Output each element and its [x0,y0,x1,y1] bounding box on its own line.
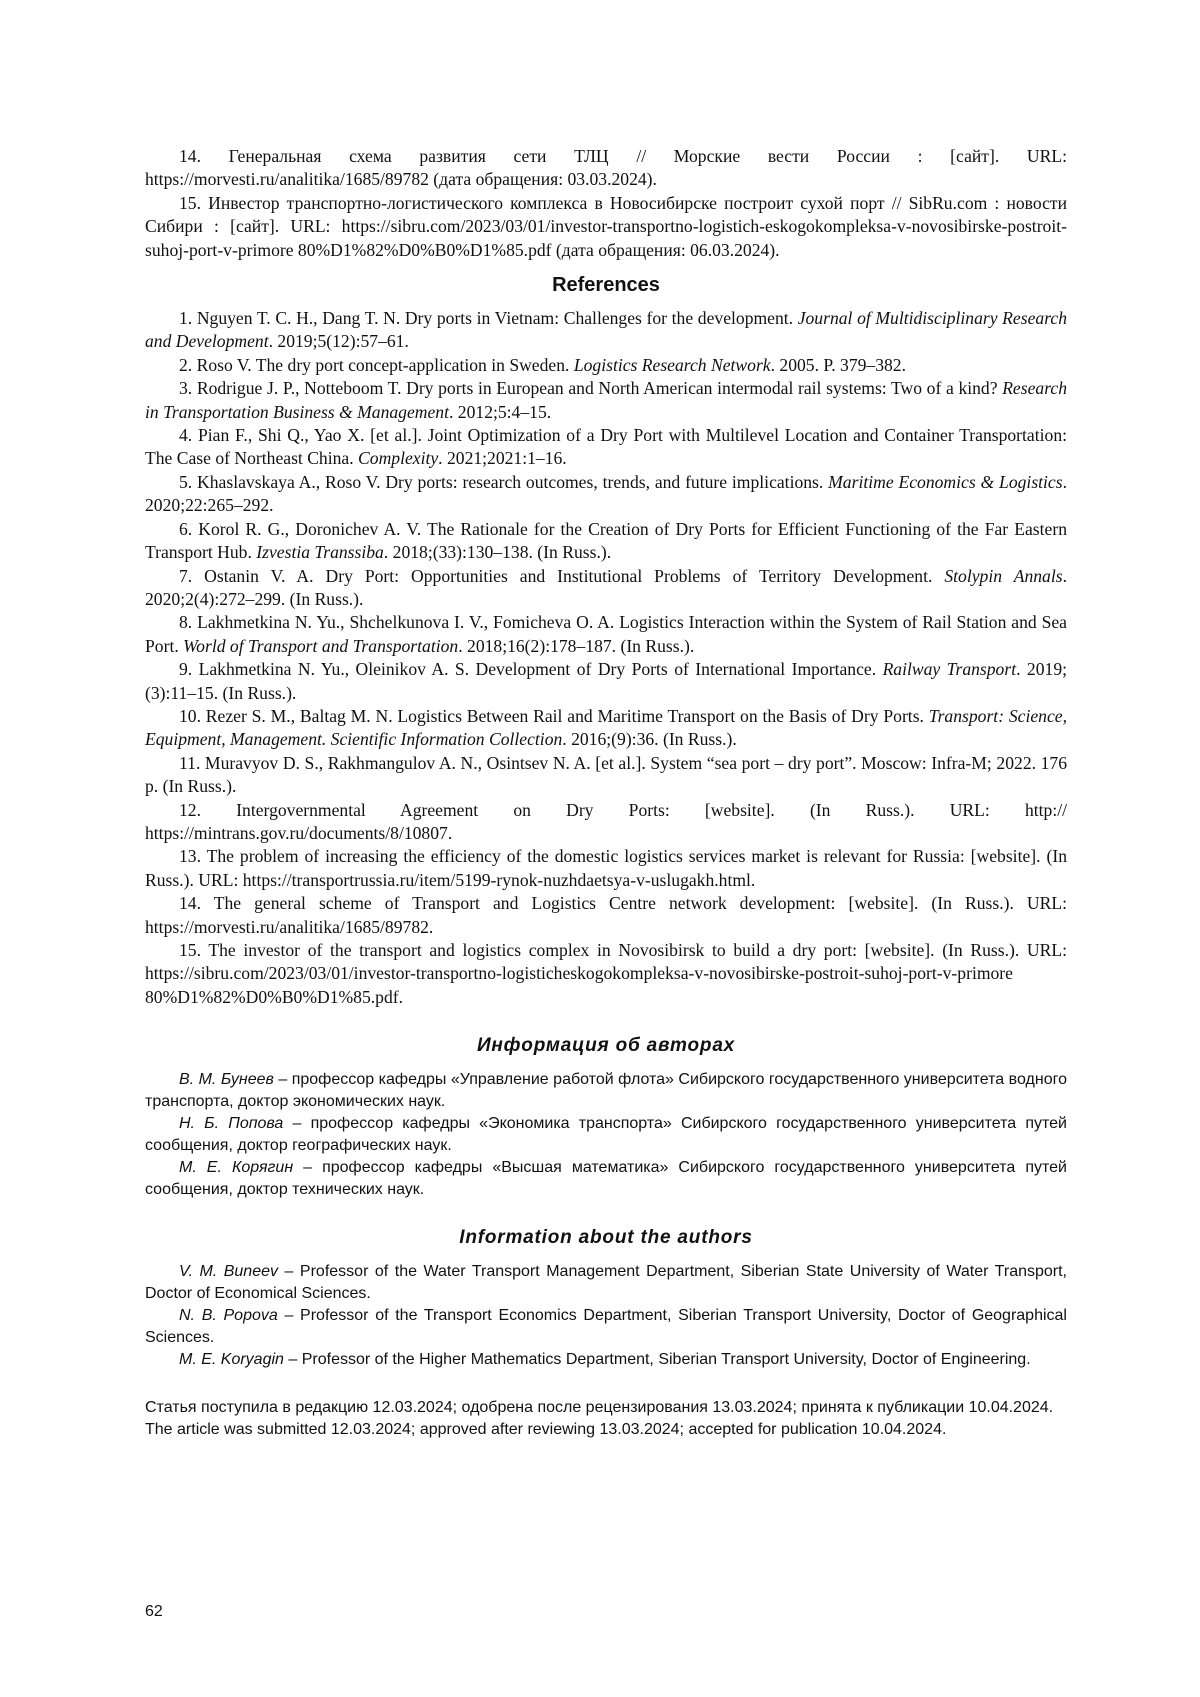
author-item: В. М. Бунеев – профессор кафедры «Управление работой флота» Сибирского государственного университета водного транспорта, доктор экономических наук. [145,1071,1067,1111]
author-item: V. M. Buneev – Professor of the Water Transport Management Department, Siberian State University of Water Transport, Doctor of Economical Sciences. [145,1263,1068,1303]
reference-item: 11. Muravyov D. S., Rakhmangulov A. N., Osintsev N. A. [et al.]. System “sea port – dry port”. Moscow: Infra-M; 2022. 176 p. (In Russ.). [145,752,1067,797]
authors-en-list [145,1261,1067,1371]
author-item: М. Е. Корягин – профессор кафедры «Высшая математика» Сибирского государственного университета путей сообщения, доктор технических наук. [145,1159,1067,1199]
authors-en-heading: Information about the authors [459,1227,753,1249]
reference-item: 13. The problem of increasing the efficiency of the domestic logistics services market is relevant for Russia: [website]. (In Russ.). URL: https://transportrussia.ru/item/5199-rynok-nuzhdaetsya-v-uslugakh.html. [145,846,1067,890]
reference-item: 5. Khaslavskaya A., Roso V. Dry ports: research outcomes, trends, and future implications. Maritime Economics & Logistics. 2020;22:265–292. [145,471,1067,516]
ru-reference-15: 15. Инвестор транспортно-логистического комплекса в Новосибирске построит сухой порт // SibRu.com : новости Сибири : [сайт]. URL: https://sibru.com/2023/03/01/investor-transportno-logistich-eskogokompleksa-v-novosibirske-postroit-suhoj-port-v-primore 80%D1%82%D0%B0%D1%85.pdf (дата обращения: 06.03.2024). [145,192,1067,260]
reference-item: 8. Lakhmetkina N. Yu., Shchelkunova I. V., Fomicheva O. A. Logistics Interaction within the System of Rail Station and Sea Port. World of Transport and Transportation. 2018;16(2):178–187. (In Russ.). [145,612,1067,656]
reference-item: 4. Pian F., Shi Q., Yao X. [et al.]. Joint Optimization of a Dry Port with Multilevel Location and Container Transportation: The Case of Northeast China. Complexity. 2021;2021:1–16. [145,425,1067,469]
reference-item: 6. Korol R. G., Doronichev A. V. The Rationale for the Creation of Dry Ports for Efficient Functioning of the Far Eastern Transport Hub. Izvestia Transsiba. 2018;(33):130–138. (In Russ.). [145,518,1067,563]
references-heading: References [552,274,660,297]
page-number: 62 [145,1603,163,1620]
reference-item: 9. Lakhmetkina N. Yu., Oleinikov A. S. Development of Dry Ports of International Importance. Railway Transport. 2019;(3):11–15. (In Russ.). [145,659,1067,703]
author-item: Н. Б. Попова – профессор кафедры «Экономика транспорта» Сибирского государственного университета путей сообщения, доктор географических наук. [145,1115,1067,1155]
reference-item: 1. Nguyen T. C. H., Dang T. N. Dry ports in Vietnam: Challenges for the development. Journal of Multidisciplinary Research and Development. 2019;5(12):57–61. [145,308,1067,352]
references-list [145,307,1067,1009]
authors-ru-list [145,1069,1067,1201]
submission-note-en: The article was submitted 12.03.2024; approved after reviewing 13.03.2024; accepted for publication 10.04.2024. [145,1421,947,1439]
authors-ru-heading: Информация об авторах [476,1035,736,1057]
reference-item: 14. The general scheme of Transport and Logistics Centre network development: [website]. (In Russ.). URL: https://morvesti.ru/analitika/1685/89782. [145,893,1067,937]
reference-item: 3. Rodrigue J. P., Notteboom T. Dry ports in European and North American intermodal rail systems: Two of a kind? Research in Transportation Business & Management. 2012;5:4–15. [145,378,1067,422]
author-item: N. B. Popova – Professor of the Transport Economics Department, Siberian Transport University, Doctor of Geographical Sciences. [145,1307,1067,1347]
reference-item: 10. Rezer S. M., Baltag M. N. Logistics Between Rail and Maritime Transport on the Basis of Dry Ports. Transport: Science, Equipment, Management. Scientific Information Collection. 2016;(9):36. (In Russ.). [145,705,1067,750]
submission-note-ru: Статья поступила в редакцию 12.03.2024; одобрена после рецензирования 13.03.2024; принята к публикации 10.04.2024. [145,1399,1054,1417]
reference-item: 12. Intergovernmental Agreement on Dry Ports: [website]. (In Russ.). URL: http:// https://mintrans.gov.ru/documents/8/10807. [145,799,1067,843]
reference-item: 7. Ostanin V. A. Dry Port: Opportunities and Institutional Problems of Territory Development. Stolypin Annals. 2020;2(4):272–299. (In Russ.). [145,565,1067,609]
reference-item: 15. The investor of the transport and logistics complex in Novosibirsk to build a dry port: [website]. (In Russ.). URL: https://sibru.com/2023/03/01/investor-transportno-logisticheskogokompleksa-v-novosibirske-postroit-suhoj-port-v-primore 80%D1%82%D0%B0%D1%85.pdf. [145,940,1067,1007]
author-item: M. E. Koryagin – Professor of the Higher Mathematics Department, Siberian Transport University, Doctor of Engineering. [179,1351,1031,1369]
ru-reference-14: 14. Генеральная схема развития сети ТЛЦ // Морские вести России : [сайт]. URL: https://morvesti.ru/analitika/1685/89782 (дата обращения: 03.03.2024). [145,146,1067,190]
reference-item: 2. Roso V. The dry port concept-application in Sweden. Logistics Research Network. 2005. P. 379–382. [179,354,906,375]
submission-notes [145,1397,1067,1441]
page-content [145,145,1067,1441]
